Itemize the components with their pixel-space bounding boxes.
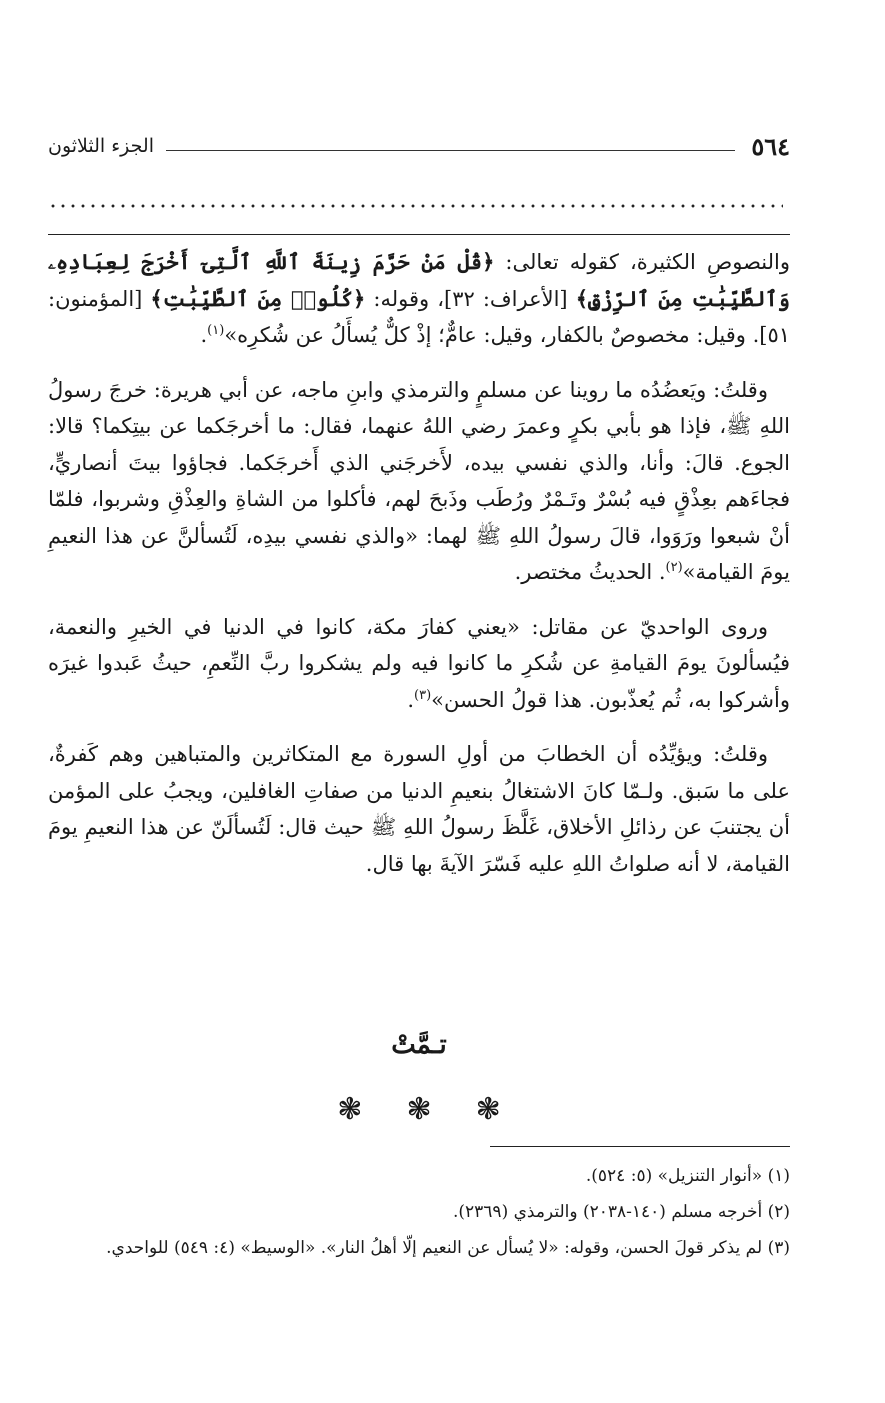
top-rule (48, 234, 790, 235)
asterism-icon: ❃ (475, 1092, 501, 1127)
main-text (48, 244, 790, 900)
footnote-ref: (٢) (665, 560, 683, 575)
footnote-ref: (١) (207, 323, 225, 338)
closing-word: تـمَّتْ (391, 1030, 447, 1060)
paragraph-2: وقلتُ: ويَعضُدُه ما روينا عن مسلمٍ والترمذي وابنِ ماجه، عن أبي هريرة: خرجَ رسولُ اللهِ ﷺ، فإذا هو بأبي بكرٍ وعمرَ رضي اللهُ عنهما، فقال: ما أخرجَكما عن بيتِكما؟ قالا: الجوع. قالَ: وأنا، والذي نفسي بيده، لأَخرجَني الذي أَخرجَكما. فجاؤوا بيتَ أنصاريٍّ، فجاءَهم بعِذْقٍ فيه بُسْرٌ وتَـمْرٌ ورُطَب وذَبحَ لهم، فأكلوا من الشاةِ والعِذْقِ وشربوا، فلمّا أنْ شبعوا ورَوَوا، قالَ رسولُ اللهِ ﷺ لهما: «والذي نفسي بيدِه، لَتُسألنَّ عن هذا النعيمِ يومَ القيامة»$^{(٢)}$. الحديثُ مختصر. (48, 377, 790, 584)
quran-verse: ﴿قُلْ مَنْ حَرَّمَ زِينَةَ ٱللَّهِ ٱلَّتِىٓ أَخْرَجَ لِعِبَادِهِۦ وَٱلطَّيِّبَٰتِ مِنَ ٱلرِّزْقِ﴾ (48, 249, 790, 311)
footnote-rule (490, 1146, 790, 1147)
quran-verse: ﴿كُلُوا۟ مِنَ ٱلطَّيِّبَٰتِ﴾ (150, 285, 366, 311)
paragraph-4: وقلتُ: ويؤيِّدُه أن الخطابَ من أولِ السورة مع المتكاثرين والمتباهين وهم كَفرةٌ، على ما سَبق. ولـمّا كانَ الاشتغالُ بنعيمِ الدنيا من صفاتِ الغافلين، ويجبُ على المؤمن أن يجتنبَ عن رذائلِ الأخلاق، غَلَّظَ رسولُ اللهِ ﷺ حيث قال: لَتُسألَنّ عن هذا النعيمِ يومَ القيامة، لا أنه صلواتُ اللهِ عليه فَسّرَ الآيةَ بها قال. (48, 742, 790, 876)
dotted-separator (48, 196, 790, 216)
book-page (48, 0, 790, 1403)
footnote-3: (٣) لم يذكر قولَ الحسن، وقوله: «لا يُسأل عن النعيم إلّا أهلُ النار». «الوسيط» (٤: ٥٤٩) للواحدي. (106, 1238, 790, 1258)
part-title: الجزء الثلاثون (48, 135, 154, 157)
asterism-icon: ❃ (406, 1092, 432, 1127)
paragraph-1: والنصوصِ الكثيرة، كقوله تعالى: ﴿قُلْ مَنْ حَرَّمَ زِينَةَ ٱللَّهِ ٱلَّتِىٓ أَخْرَجَ لِعِبَادِهِۦ وَٱلطَّيِّبَٰتِ مِنَ ٱلرِّزْقِ﴾ [الأعراف: ٣٢]، وقوله: ﴿كُلُوا۟ مِنَ ٱلطَّيِّبَٰتِ﴾ [المؤمنون: ٥١]. وقيل: مخصوصٌ بالكفار، وقيل: عامٌّ؛ إذْ كلٌّ يُسأَلُ عن شُكرِه»$^{(١)}$. (48, 249, 790, 347)
footnotes (48, 1158, 790, 1266)
ornament-row (48, 1090, 790, 1130)
footnote-ref: (٣) (414, 687, 432, 703)
header-rule (166, 150, 735, 151)
footnote-1: (١) «أنوار التنزيل» (٥: ٥٢٤). (585, 1166, 790, 1186)
running-header (48, 128, 790, 164)
footnote-2: (٢) أخرجه مسلم (١٤٠-٢٠٣٨) والترمذي (٢٣٦٩). (452, 1202, 790, 1222)
asterism-icon: ❃ (337, 1092, 363, 1127)
page-number: ٥٦٤ (751, 131, 790, 161)
paragraph-3: وروى الواحديّ عن مقاتل: «يعني كفارَ مكة، كانوا في الدنيا في الخيرِ والنعمة، فيُسألونَ يومَ القيامةِ عن شُكرِ ما كانوا فيه ولم يشكروا ربَّ النِّعمِ، حيثُ عَبدوا غيرَه وأشركوا به، ثُم يُعذّبون. هذا قولُ الحسن»$^{(٣)}$. (48, 614, 790, 712)
